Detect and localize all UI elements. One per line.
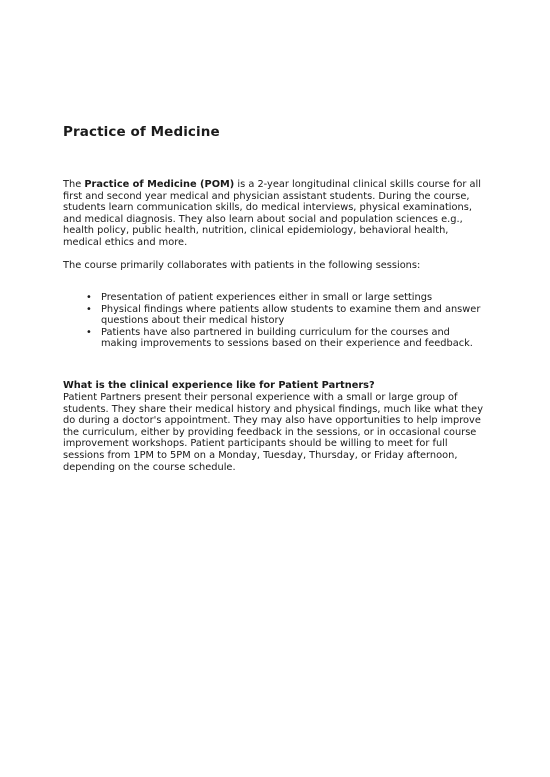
intro-rest: is a 2-year longitudinal clinical skills course for all first and second year medical and physician assistant students. During the course, students learn communication skills, do medical interviews, physical examinations, and medical diagnosis. They also learn about social and population sciences e.g., health policy, public health, nutrition, clinical epidemiology, behavioral health, medical ethics and more. — [63, 179, 481, 248]
sessions-list — [63, 292, 488, 350]
document-title: Practice of Medicine — [63, 124, 220, 140]
list-item — [63, 304, 488, 327]
intro-paragraph — [63, 179, 488, 249]
course-name: Practice of Medicine (POM) — [84, 179, 235, 190]
sessions-lead: The course primarily collaborates with patients in the following sessions: — [63, 260, 421, 271]
bullet-icon: • — [86, 326, 92, 338]
list-item-text: Physical findings where patients allow students to examine them and answer questions about their medical history — [101, 303, 481, 327]
bullet-icon: • — [86, 303, 92, 315]
list-item — [63, 327, 488, 350]
bullet-icon: • — [86, 292, 92, 303]
list-item — [63, 292, 488, 304]
section-heading: What is the clinical experience like for Patient Partners? — [63, 380, 375, 391]
list-item-text: Patients have also partnered in building curriculum for the courses and making improvements to sessions based on their experience and feedback. — [101, 326, 473, 350]
intro-prefix: The — [63, 179, 85, 190]
section-body: Patient Partners present their personal experience with a small or large group of students. They share their medical history and physical findings, much like what they do during a doctor's appointment. They may also have opportunities to help improve the curriculum, either by providing feedback in the sessions, or in occasional course improvement workshops. Patient participants should be willing to meet for full sessions from 1PM to 5PM on a Monday, Tuesday, Thursday, or Friday afternoon, depending on the course schedule. — [63, 392, 484, 473]
list-item-text: Presentation of patient experiences either in small or large settings — [101, 292, 433, 303]
